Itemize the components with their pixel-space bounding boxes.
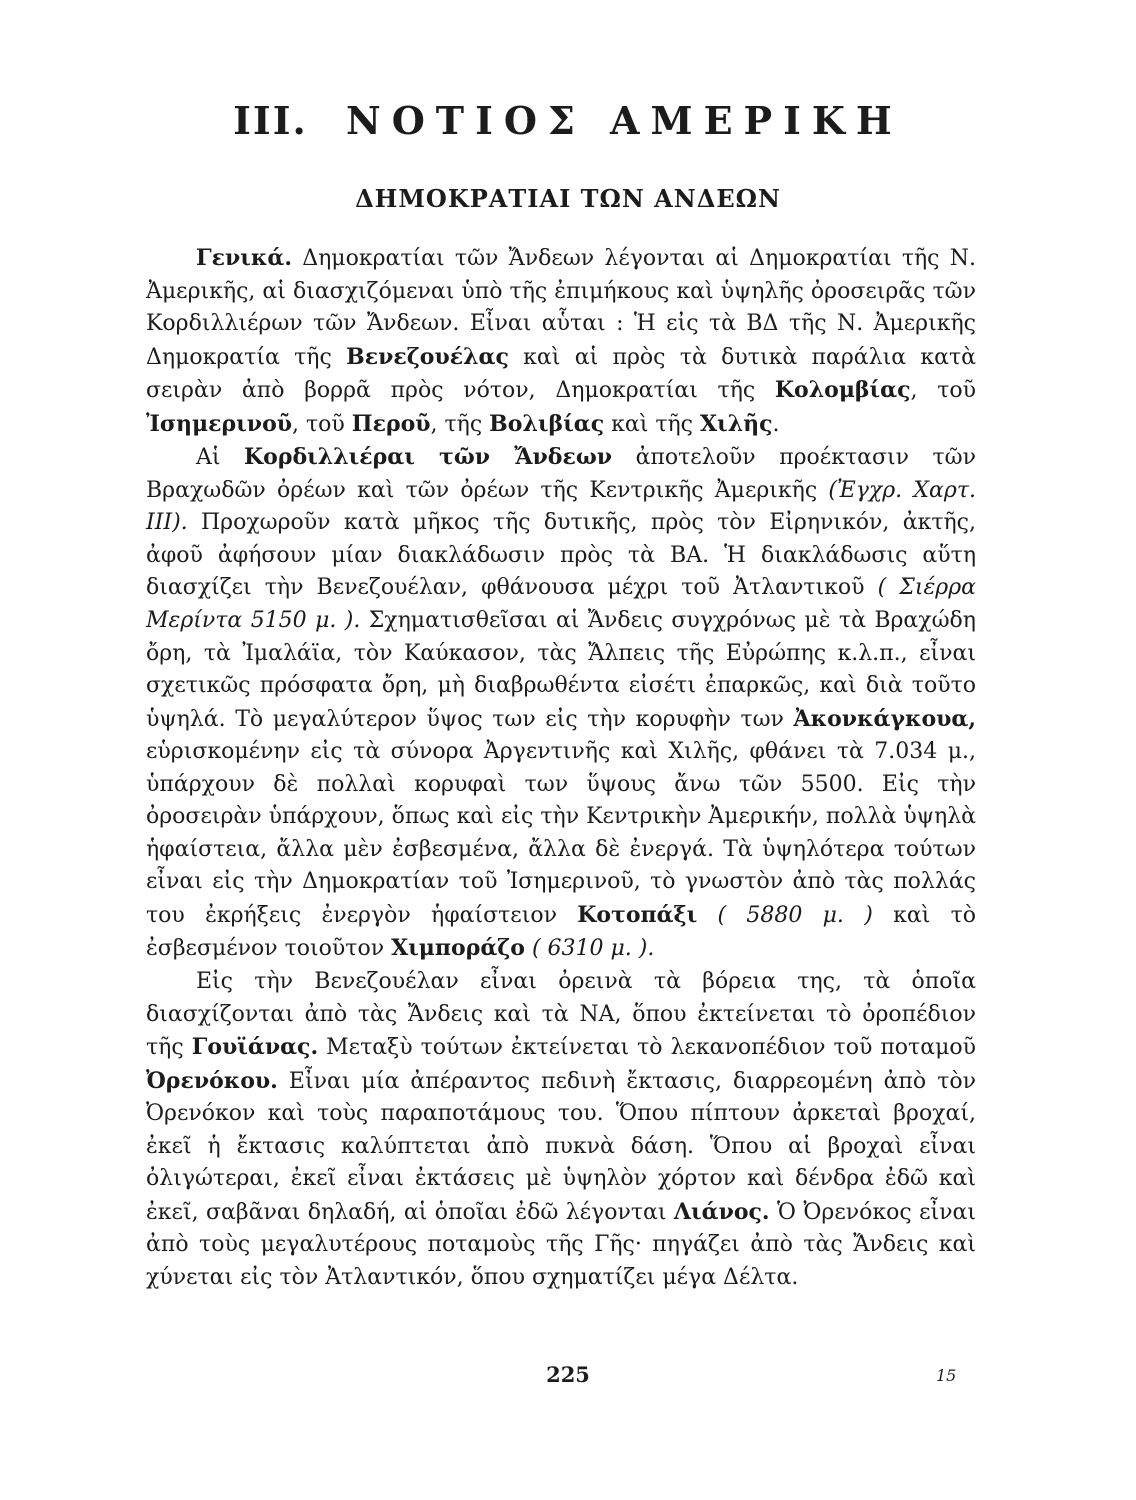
chapter-heading: ΝΟΤΙΟΣ ΑΜΕΡΙΚΗ bbox=[345, 98, 903, 143]
sierra-merida-ref: ( Σιέρρα Μερίντα 5150 μ. ). bbox=[146, 575, 976, 634]
term-cordilleras: Κορδιλλιέραι τῶν Ἄνδεων bbox=[244, 444, 613, 471]
term-peru: Περοῦ bbox=[351, 410, 431, 437]
chapter-number: III. bbox=[233, 98, 308, 143]
term-chile: Χιλῆς bbox=[699, 410, 773, 437]
body-text bbox=[146, 242, 976, 1295]
term-ecuador: Ἰσημερινοῦ bbox=[146, 410, 293, 437]
term-chimborazo: Χιμποράζο bbox=[391, 935, 525, 962]
paragraph-cordilleras: Αἱ Κορδιλλιέραι τῶν Ἄνδεων ἀποτελοῦν προέκτασιν τῶν Βραχωδῶν ὀρέων καὶ τῶν ὀρέων τῆς Κεντρικῆς Ἀμερικῆς (Ἐγχρ. Χαρτ. ΙΙΙ). Προχωροῦν κατὰ μῆκος τῆς δυτικῆς, πρὸς τὸν Εἰρηνικόν, ἀκτῆς, ἀφοῦ ἀφήσουν μίαν διακλάδωσιν πρὸς τὰ ΒΑ. Ἡ διακλάδωσις αὕτη διασχίζει τὴν Βενεζουέλαν, φθάνουσα μέχρι τοῦ Ἀτλαντικοῦ ( Σιέρρα Μερίντα 5150 μ. ). Σχηματισθεῖσαι αἱ Ἄνδεις συγχρόνως μὲ τὰ Βραχώδη ὄρη, τὰ Ἰμαλάϊα, τὸν Καύκασον, τὰς Ἄλπεις τῆς Εὐρώπης κ.λ.π., εἶναι σχετικῶς πρόσφατα ὄρη, μὴ διαβρωθέντα εἰσέτι ἐπαρκῶς, καὶ διὰ τοῦτο ὑψηλά. Τὸ μεγαλύτερον ὕψος των εἰς τὴν κορυφὴν των Ἀκονκάγκουα, εὑρισκομένην εἰς τὰ σύνορα Ἀργεντινῆς καὶ Χιλῆς, φθάνει τὰ 7.034 μ., ὑπάρχουν δὲ πολλαὶ κορυφαὶ των ὕψους ἄνω τῶν 5500. Εἰς τὴν ὀροσειρὰν ὑπάρχουν, ὅπως καὶ εἰς τὴν Κεντρικὴν Ἀμερικήν, πολλὰ ὑψηλὰ ἡφαίστεια, ἄλλα μὲν ἐσβεσμένα, ἄλλα δὲ ἐνεργά. Τὰ ὑψηλότερα τούτων εἶναι εἰς τὴν Δημοκρατίαν τοῦ Ἰσημερινοῦ, τὸ γνωστὸν ἀπὸ τὰς πολλάς του ἐκρήξεις ἐνεργὸν ἡφαίστειον Κοτοπάξι ( 5880 μ. ) καὶ τὸ ἐσβεσμένον τοιοῦτον Χιμποράζο ( 6310 μ. ). bbox=[146, 444, 977, 962]
term-colombia: Κολομβίας bbox=[774, 377, 911, 404]
term-llanos: Λιάνος. bbox=[673, 1198, 770, 1225]
signature-mark: 15 bbox=[936, 1366, 957, 1385]
term-cotopaxi: Κοτοπάξι bbox=[577, 901, 698, 928]
chimborazo-height: ( 6310 μ. ). bbox=[524, 936, 655, 962]
chapter-title bbox=[0, 98, 1136, 143]
term-guiana: Γουϊάνας. bbox=[191, 1034, 319, 1061]
cotopaxi-height: ( 5880 μ. ) bbox=[697, 902, 873, 928]
section-subtitle: ΔΗΜΟΚΡΑΤΙΑΙ ΤΩΝ ΑΝΔΕΩΝ bbox=[355, 184, 781, 213]
page-number: 225 bbox=[546, 1362, 590, 1387]
term-bolivia: Βολιβίας bbox=[489, 410, 605, 437]
paragraph-general: Γενικά. Δημοκρατίαι τῶν Ἄνδεων λέγονται αἱ Δημοκρατίαι τῆς Ν. Ἀμερικῆς, αἱ διασχιζόμεναι ὑπὸ τῆς ἐπιμήκους καὶ ὑψηλῆς ὀροσειρᾶς τῶν Κορδιλλιέρων τῶν Ἄνδεων. Εἶναι αὗται : Ἡ εἰς τὰ ΒΔ τῆς Ν. Ἀμερικῆς Δημοκρατία τῆς Βενεζουέλας καὶ αἱ πρὸς τὰ δυτικὰ παράλια κατὰ σειρὰν ἀπὸ βορρᾶ πρὸς νότον, Δημοκρατίαι τῆς Κολομβίας, τοῦ Ἰσημερινοῦ, τοῦ Περοῦ, τῆς Βολιβίας καὶ τῆς Χιλῆς. bbox=[146, 245, 977, 437]
map-reference: (Ἐγχρ. Χαρτ. ΙΙΙ). bbox=[146, 477, 976, 536]
paragraph-lead: Γενικά. bbox=[196, 245, 292, 271]
term-venezuela: Βενεζουέλας bbox=[346, 343, 509, 370]
term-orinoco: Ὀρενόκου. bbox=[146, 1067, 278, 1094]
paragraph-venezuela: Εἰς τὴν Βενεζουέλαν εἶναι ὀρεινὰ τὰ βόρεια της, τὰ ὁποῖα διασχίζονται ἀπὸ τὰς Ἄνδεις καὶ τὰ ΝΑ, ὅπου ἐκτείνεται τὸ ὀροπέδιον τῆς Γουϊάνας. Μεταξὺ τούτων ἐκτείνεται τὸ λεκανοπέδιον τοῦ ποταμοῦ Ὀρενόκου. Εἶναι μία ἀπέραντος πεδινὴ ἔκτασις, διαρρεομένη ἀπὸ τὸν Ὀρενόκον καὶ τοὺς παραποτάμους του. Ὅπου πίπτουν ἀρκεταὶ βροχαί, ἐκεῖ ἡ ἔκτασις καλύπτεται ἀπὸ πυκνὰ δάση. Ὅπου αἱ βροχαὶ εἶναι ὀλιγώτεραι, ἐκεῖ εἶναι ἐκτάσεις μὲ ὑψηλὸν χόρτον καὶ δένδρα ἐδῶ καὶ ἐκεῖ, σαβᾶναι δηλαδή, αἱ ὁποῖαι ἐδῶ λέγονται Λιάνος. Ὁ Ὀρενόκος εἶναι ἀπὸ τοὺς μεγαλυτέρους ποταμοὺς τῆς Γῆς· πηγάζει ἀπὸ τὰς Ἄνδεις καὶ χύνεται εἰς τὸν Ἀτλαντικόν, ὅπου σχηματίζει μέγα Δέλτα. bbox=[146, 969, 976, 1290]
term-aconcagua: Ἀκονκάγκουα, bbox=[793, 705, 976, 732]
